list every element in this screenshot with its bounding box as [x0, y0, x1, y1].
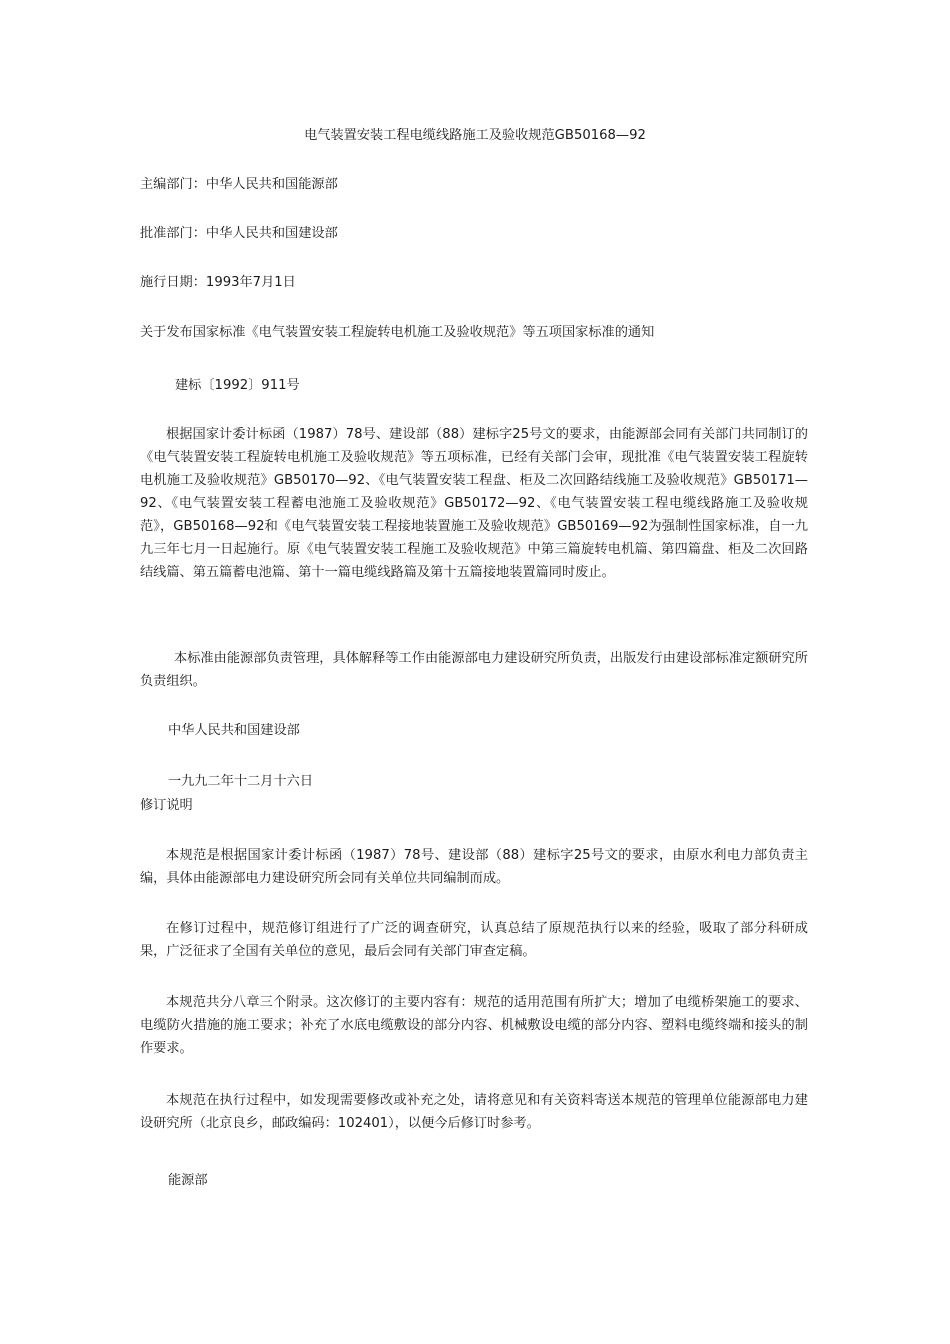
revision-paragraph-2: 在修订过程中，规范修订组进行了广泛的调查研究，认真总结了原规范执行以来的经验，吸取了部分科研成果，广泛征求了全国有关单位的意见，最后会同有关部门审查定稿。: [140, 921, 808, 959]
editor-department: 主编部门：中华人民共和国能源部: [140, 177, 338, 192]
revision-paragraph-1: 本规范是根据国家计委计标函（1987）78号、建设部（88）建标字25号文的要求，由原水利电力部负责主编，具体由能源部电力建设研究所会同有关单位共同编制而成。: [140, 848, 808, 886]
issuer: 中华人民共和国建设部: [168, 723, 300, 738]
issue-date: 一九九二年十二月十六日: [168, 774, 314, 789]
revision-paragraph-4: 本规范在执行过程中，如发现需要修改或补充之处，请将意见和有关资料寄送本规范的管理单位能源部电力建设研究所（北京良乡，邮政编码：102401），以便今后修订时参考。: [140, 1093, 808, 1131]
approval-department: 批准部门：中华人民共和国建设部: [140, 226, 338, 241]
notice-number: 建标〔1992〕911号: [175, 378, 300, 393]
notice-body-paragraph: 根据国家计委计标函（1987）78号、建设部（88）建标字25号文的要求，由能源部会同有关部门共同制订的《电气装置安装工程旋转电机施工及验收规范》等五项标准，已经有关部门会审，现批准《电气装置安装工程旋转电机施工及验收规范》GB50170—92、《电气装置安装工程盘、柜及二次回路结线施工及验收规范》GB50171—92、《电气装置安装工程蓄电池施工及验收规范》GB50172—92、《电气装置安装工程电缆线路施工及验收规范》，GB50168—92和《电气装置安装工程接地装置施工及验收规范》GB50169—92为强制性国家标准，自一九九三年七月一日起施行。原《电气装置安装工程施工及验收规范》中第三篇旋转电机篇、第四篇盘、柜及二次回路结线篇、第五篇蓄电池篇、第十一篇电缆线路篇及第十五篇接地装置篇同时废止。: [140, 427, 808, 580]
document-title: 电气装置安装工程电缆线路施工及验收规范GB50168—92: [304, 128, 646, 143]
effective-date: 施行日期：1993年7月1日: [140, 275, 296, 290]
revision-heading: 修订说明: [140, 798, 193, 813]
notice-title: 关于发布国家标准《电气装置安装工程旋转电机施工及验收规范》等五项国家标准的通知: [140, 325, 655, 340]
signature: 能源部: [168, 1173, 208, 1188]
revision-paragraph-3: 本规范共分八章三个附录。这次修订的主要内容有：规范的适用范围有所扩大；增加了电缆桥架施工的要求、电缆防火措施的施工要求；补充了水底电缆敷设的部分内容、机械敷设电缆的部分内容、塑料电缆终端和接头的制作要求。: [140, 995, 808, 1056]
management-paragraph: 本标准由能源部负责管理，具体解释等工作由能源部电力建设研究所负责，出版发行由建设部标准定额研究所负责组织。: [140, 651, 808, 689]
